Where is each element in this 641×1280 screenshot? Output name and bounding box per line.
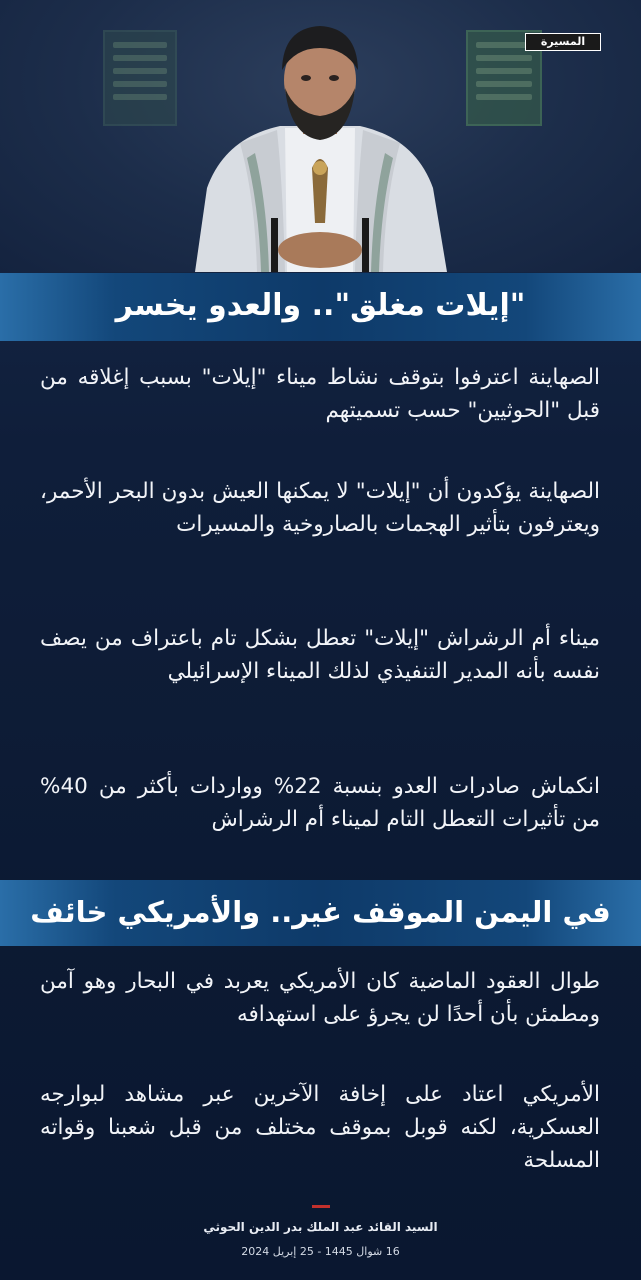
hero-image — [0, 0, 641, 272]
paragraph-eilat-2: الصهاينة يؤكدون أن "إيلات" لا يمكنها العيش بدون البحر الأحمر، ويعترفون بتأثير الهجمات بالصاروخية والمسيرات — [40, 479, 600, 537]
paragraph-eilat-1: الصهاينة اعترفوا بتوقف نشاط ميناء "إيلات" بسبب إغلاقه من قبل "الحوثيين" حسب تسميتهم — [40, 365, 600, 423]
paragraph-eilat-4: انكماش صادرات العدو بنسبة 22% وواردات بأكثر من 40% من تأثيرات التعطل التام لميناء أم الرشراش — [40, 774, 600, 832]
paragraph-yemen-1: طوال العقود الماضية كان الأمريكي يعربد في البحار وهو آمن ومطمئن بأن أحدًا لن يجرؤ على استهدافه — [40, 969, 600, 1027]
paragraph-yemen-2: الأمريكي اعتاد على إخافة الآخرين عبر مشاهد لبوارجه العسكرية، لكنه قوبل بموقف مختلف من قبل شعبنا وقواته المسلحة — [40, 1082, 600, 1173]
speaker-portrait — [185, 18, 455, 272]
footer-date: 16 شوال 1445 - 25 إبريل 2024 — [241, 1245, 400, 1258]
paragraph-eilat-3: ميناء أم الرشراش "إيلات" تعطل بشكل تام باعتراف من يصف نفسه بأنه المدير التنفيذي لذلك الميناء الإسرائيلي — [40, 626, 600, 684]
channel-logo: المسيرة — [525, 33, 601, 51]
footer-speaker-name: السيد القائد عبد الملك بدر الدين الحوثي — [203, 1220, 438, 1234]
section-title-eilat: "إيلات مغلق".. والعدو يخسر — [0, 273, 641, 341]
footer-divider — [312, 1205, 330, 1208]
wall-banner-left — [103, 30, 177, 126]
section-title-yemen: في اليمن الموقف غير.. والأمريكي خائف — [0, 880, 641, 946]
